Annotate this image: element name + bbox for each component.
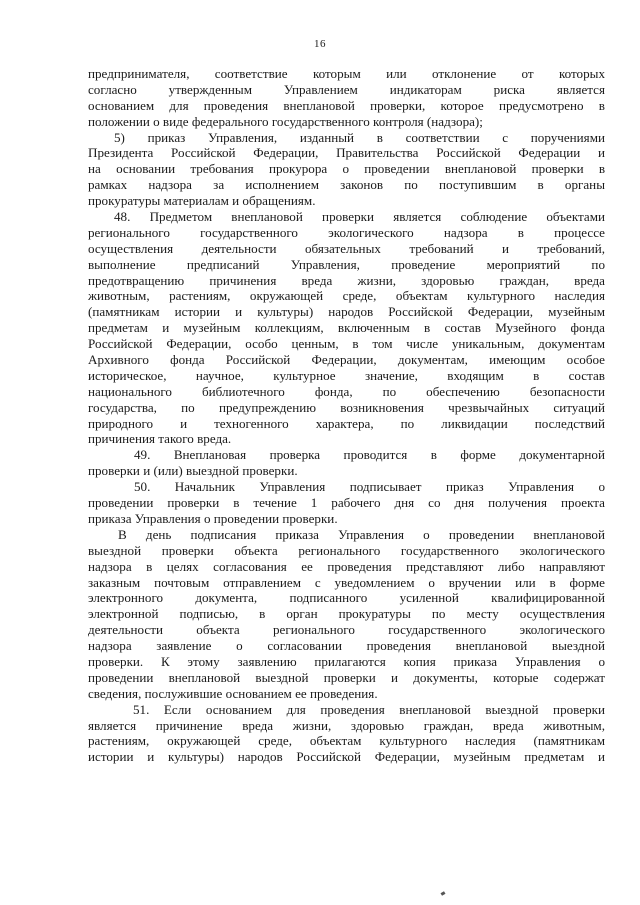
text-line: причинения такого вреда. (88, 431, 232, 447)
text-line: деятельности объекта регионального государственного экологического (88, 622, 605, 638)
text-line: прокуратуры материалам и обращениям. (88, 193, 316, 209)
text-line: Российской Федерации, особо ценным, в том числе уникальным, документам (88, 336, 605, 352)
text-line: электронного документа, подписанного усиленной квалифицированной (88, 590, 605, 606)
text-line: является причинение вреда жизни, здоровью граждан, вреда животным, (88, 717, 605, 733)
text-line: заказным почтовым отправлением с уведомлением о вручении или в форме (88, 574, 605, 590)
text-line: проверки и (или) выездной проверки. (88, 463, 298, 479)
document-body (88, 66, 605, 765)
text-line: регионального государственного экологического надзора в процессе (88, 224, 605, 240)
text-line: 49. Внеплановая проверка проводится в форме документарной (134, 447, 605, 463)
text-line: электронной подписью, в орган прокуратуры по месту осуществления (88, 606, 605, 622)
text-line: проверки. К этому заявлению прилагаются копия приказа Управления о (88, 653, 605, 669)
text-line: положении о виде федерального государственного контроля (надзора); (88, 113, 483, 129)
text-line: согласно утвержденным Управлением индикаторам риска является (88, 81, 605, 97)
text-line: 50. Начальник Управления подписывает приказ Управления о (134, 479, 605, 495)
text-line: осуществления деятельности обязательных требований и требований, (88, 240, 605, 256)
text-line: выполнение предписаний Управления, проведение мероприятий по (88, 256, 605, 272)
text-line: приказа Управления о проведении проверки. (88, 510, 338, 526)
text-line: 51. Если основанием для проведения внеплановой выездной проверки (133, 701, 605, 717)
text-line: надзора заявление о согласовании проведения внеплановой выездной (88, 638, 605, 654)
text-line: животным, растениям, окружающей среде, объектам культурного наследия (88, 288, 605, 304)
scan-speck (441, 891, 446, 896)
text-line: проведении внеплановой выездной проверки и документы, которые содержат (88, 669, 605, 685)
text-line: рамках надзора за исполнением законов по поступившим в органы (88, 177, 605, 193)
paragraph-50-order (88, 479, 605, 527)
text-line: природного и техногенного характера, по ликвидации последствий (88, 415, 605, 431)
text-line: 48. Предметом внеплановой проверки является соблюдение объектами (114, 209, 605, 225)
text-line: предпринимателя, соответствие которым или отклонение от которых (88, 66, 605, 81)
text-line: Президента Российской Федерации, Правительства Российской Федерации и (88, 145, 605, 161)
text-line: надзора в целях согласования ее проведения представляют либо направляют (88, 558, 605, 574)
text-line: национального библиотечного фонда, по обеспечению безопасности (88, 383, 605, 399)
text-line: истории и культуры) народов Российской Федерации, музейным предметам и (88, 749, 605, 765)
paragraph-criteria-continuation (88, 66, 605, 130)
text-line: предотвращению причинения вреда жизни, здоровью граждан, вреда (88, 272, 605, 288)
text-line: (памятникам истории и культуры) народов Российской Федерации, музейным (88, 304, 605, 320)
paragraph-approval-procedure (88, 527, 605, 702)
text-line: выездной проверки объекта регионального государственного экологического (88, 542, 605, 558)
text-line: проведении проверки в течение 1 рабочего дня со дня получения проекта (88, 495, 605, 511)
text-line: 5) приказ Управления, изданный в соответствии с поручениями (114, 129, 605, 145)
text-line: сведения, послужившие основанием ее проведения. (88, 685, 378, 701)
text-line: государства, по предупреждению возникновения чрезвычайных ситуаций (88, 399, 605, 415)
text-line: Архивного фонда Российской Федерации, документам, имеющим особое (88, 352, 605, 368)
text-line: предметам и музейным коллекциям, включенным в состав Музейного фонда (88, 320, 605, 336)
text-line: В день подписания приказа Управления о проведении внеплановой (118, 526, 605, 542)
paragraph-48-subject (88, 209, 605, 447)
text-line: историческое, научное, культурное значение, входящим в состав (88, 367, 605, 383)
text-line: растениям, окружающей среде, объектам культурного наследия (памятникам (88, 733, 605, 749)
paragraph-item-5 (88, 130, 605, 209)
text-line: основанием для проведения внеплановой проверки, которое предусмотрено в (88, 97, 605, 113)
page-number: 16 (314, 38, 326, 50)
text-line: на основании требования прокурора о проведении внеплановой проверки в (88, 161, 605, 177)
paragraph-49-form (88, 447, 605, 479)
paragraph-51-grounds (88, 702, 605, 766)
